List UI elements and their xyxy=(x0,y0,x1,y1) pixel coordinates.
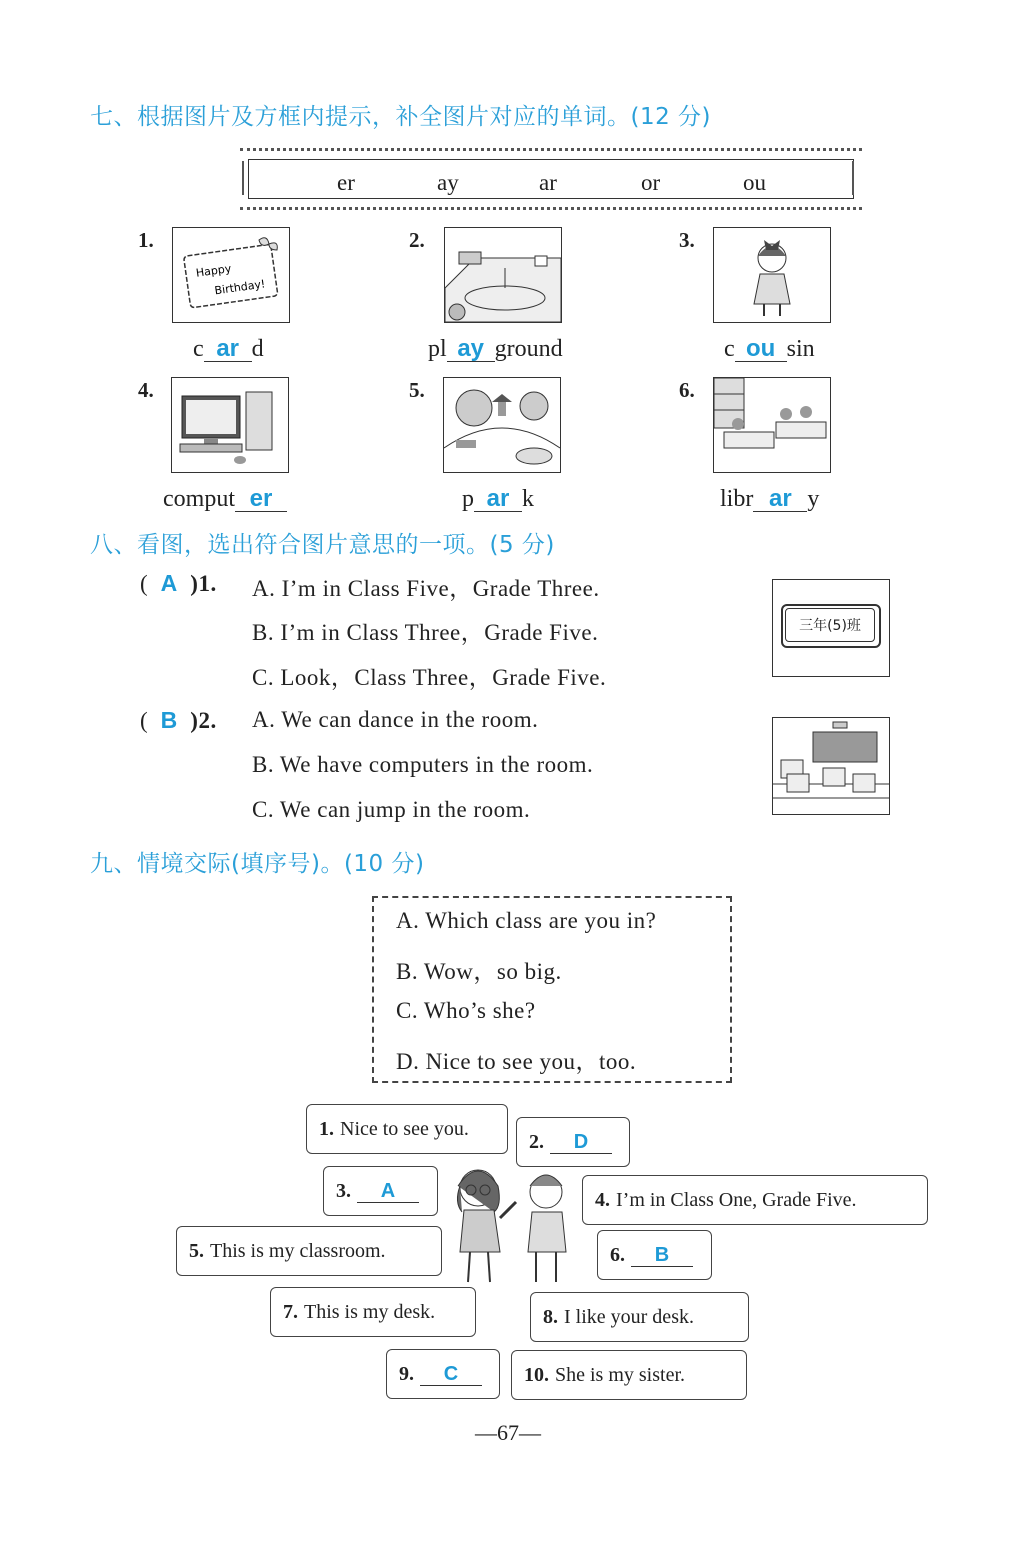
hint-ay: ay xyxy=(437,170,459,195)
bubble-9-answer: C xyxy=(443,1362,459,1385)
choice-d: D. Nice to see you，too. xyxy=(396,1049,637,1074)
item-1-word: c ar d xyxy=(193,335,264,362)
section-8-title: 八、看图，选出符合图片意思的一项。(5 分) xyxy=(90,532,555,558)
hint-er: er xyxy=(337,170,355,195)
choice-b: B. Wow，so big. xyxy=(396,959,562,984)
class-sign-picture xyxy=(772,579,890,677)
bubble-3: 3. A xyxy=(323,1166,438,1216)
item-2-word: pl ay ground xyxy=(428,335,563,362)
birthday-card-picture xyxy=(172,227,290,323)
page-number: —67— xyxy=(475,1420,541,1445)
class-sign-text: 三年(5)班 xyxy=(785,608,875,642)
q1-bracket: ( A )1. xyxy=(140,570,217,596)
item-4-number: 4. xyxy=(138,378,154,402)
library-picture xyxy=(713,377,831,473)
q1-answer: A xyxy=(160,570,178,596)
girl-cousin-picture xyxy=(713,227,831,323)
item-6-number: 6. xyxy=(679,378,695,402)
hint-or: or xyxy=(641,170,661,195)
q1-option-a: A. I’m in Class Five，Grade Three. xyxy=(252,576,600,601)
card-text-happy: Happy xyxy=(195,261,233,280)
card-text-birthday: Birthday! xyxy=(213,277,267,298)
bubble-2-answer: D xyxy=(573,1130,589,1153)
bubble-10: 10. She is my sister. xyxy=(511,1350,747,1400)
bubble-3-answer: A xyxy=(380,1179,396,1202)
choice-a: A. Which class are you in? xyxy=(396,908,657,933)
q2-option-c: C. We can jump in the room. xyxy=(252,797,531,822)
children-illustration xyxy=(440,1160,590,1300)
q2-option-a: A. We can dance in the room. xyxy=(252,707,539,732)
section-9-title: 九、情境交际(填序号)。(10 分) xyxy=(90,851,425,877)
item-4-word: comput er xyxy=(163,486,287,513)
hint-box xyxy=(240,148,862,210)
q2-answer: B xyxy=(160,707,178,733)
item-2-answer: ay xyxy=(457,335,485,362)
q1-option-c: C. Look，Class Three，Grade Five. xyxy=(252,665,607,690)
bubble-7: 7. This is my desk. xyxy=(270,1287,476,1337)
bubble-1: 1. Nice to see you. xyxy=(306,1104,508,1154)
bubble-4: 4. I’m in Class One, Grade Five. xyxy=(582,1175,928,1225)
q2-bracket: ( B )2. xyxy=(140,707,217,733)
item-4-answer: er xyxy=(249,485,273,512)
item-6-word: libr ar y xyxy=(720,485,820,512)
bubble-9: 9. C xyxy=(386,1349,500,1399)
item-1-number: 1. xyxy=(138,228,154,252)
item-1-answer: ar xyxy=(216,335,239,362)
choice-c: C. Who’s she? xyxy=(396,998,536,1023)
item-3-number: 3. xyxy=(679,228,695,252)
item-3-word: c ou sin xyxy=(724,335,815,362)
bubble-2: 2. D xyxy=(516,1117,630,1167)
q2-option-b: B. We have computers in the room. xyxy=(252,752,594,777)
hint-ar: ar xyxy=(539,170,557,195)
item-6-answer: ar xyxy=(768,485,792,512)
hint-ou: ou xyxy=(743,170,766,195)
playground-picture xyxy=(444,227,562,323)
item-2-number: 2. xyxy=(409,228,425,252)
item-5-number: 5. xyxy=(409,378,425,402)
bubble-5: 5. This is my classroom. xyxy=(176,1226,442,1276)
park-picture xyxy=(443,377,561,473)
computer-room-picture xyxy=(772,717,890,815)
section-7-title: 七、根据图片及方框内提示，补全图片对应的单词。(12 分) xyxy=(90,104,712,130)
computer-picture xyxy=(171,377,289,473)
q1-option-b: B. I’m in Class Three，Grade Five. xyxy=(252,620,599,645)
bubble-8: 8. I like your desk. xyxy=(530,1292,749,1342)
item-5-answer: ar xyxy=(486,485,510,512)
item-3-answer: ou xyxy=(745,335,776,362)
item-5-word: p ar k xyxy=(462,485,534,512)
bubble-6-answer: B xyxy=(654,1243,670,1266)
bubble-6: 6. B xyxy=(597,1230,712,1280)
